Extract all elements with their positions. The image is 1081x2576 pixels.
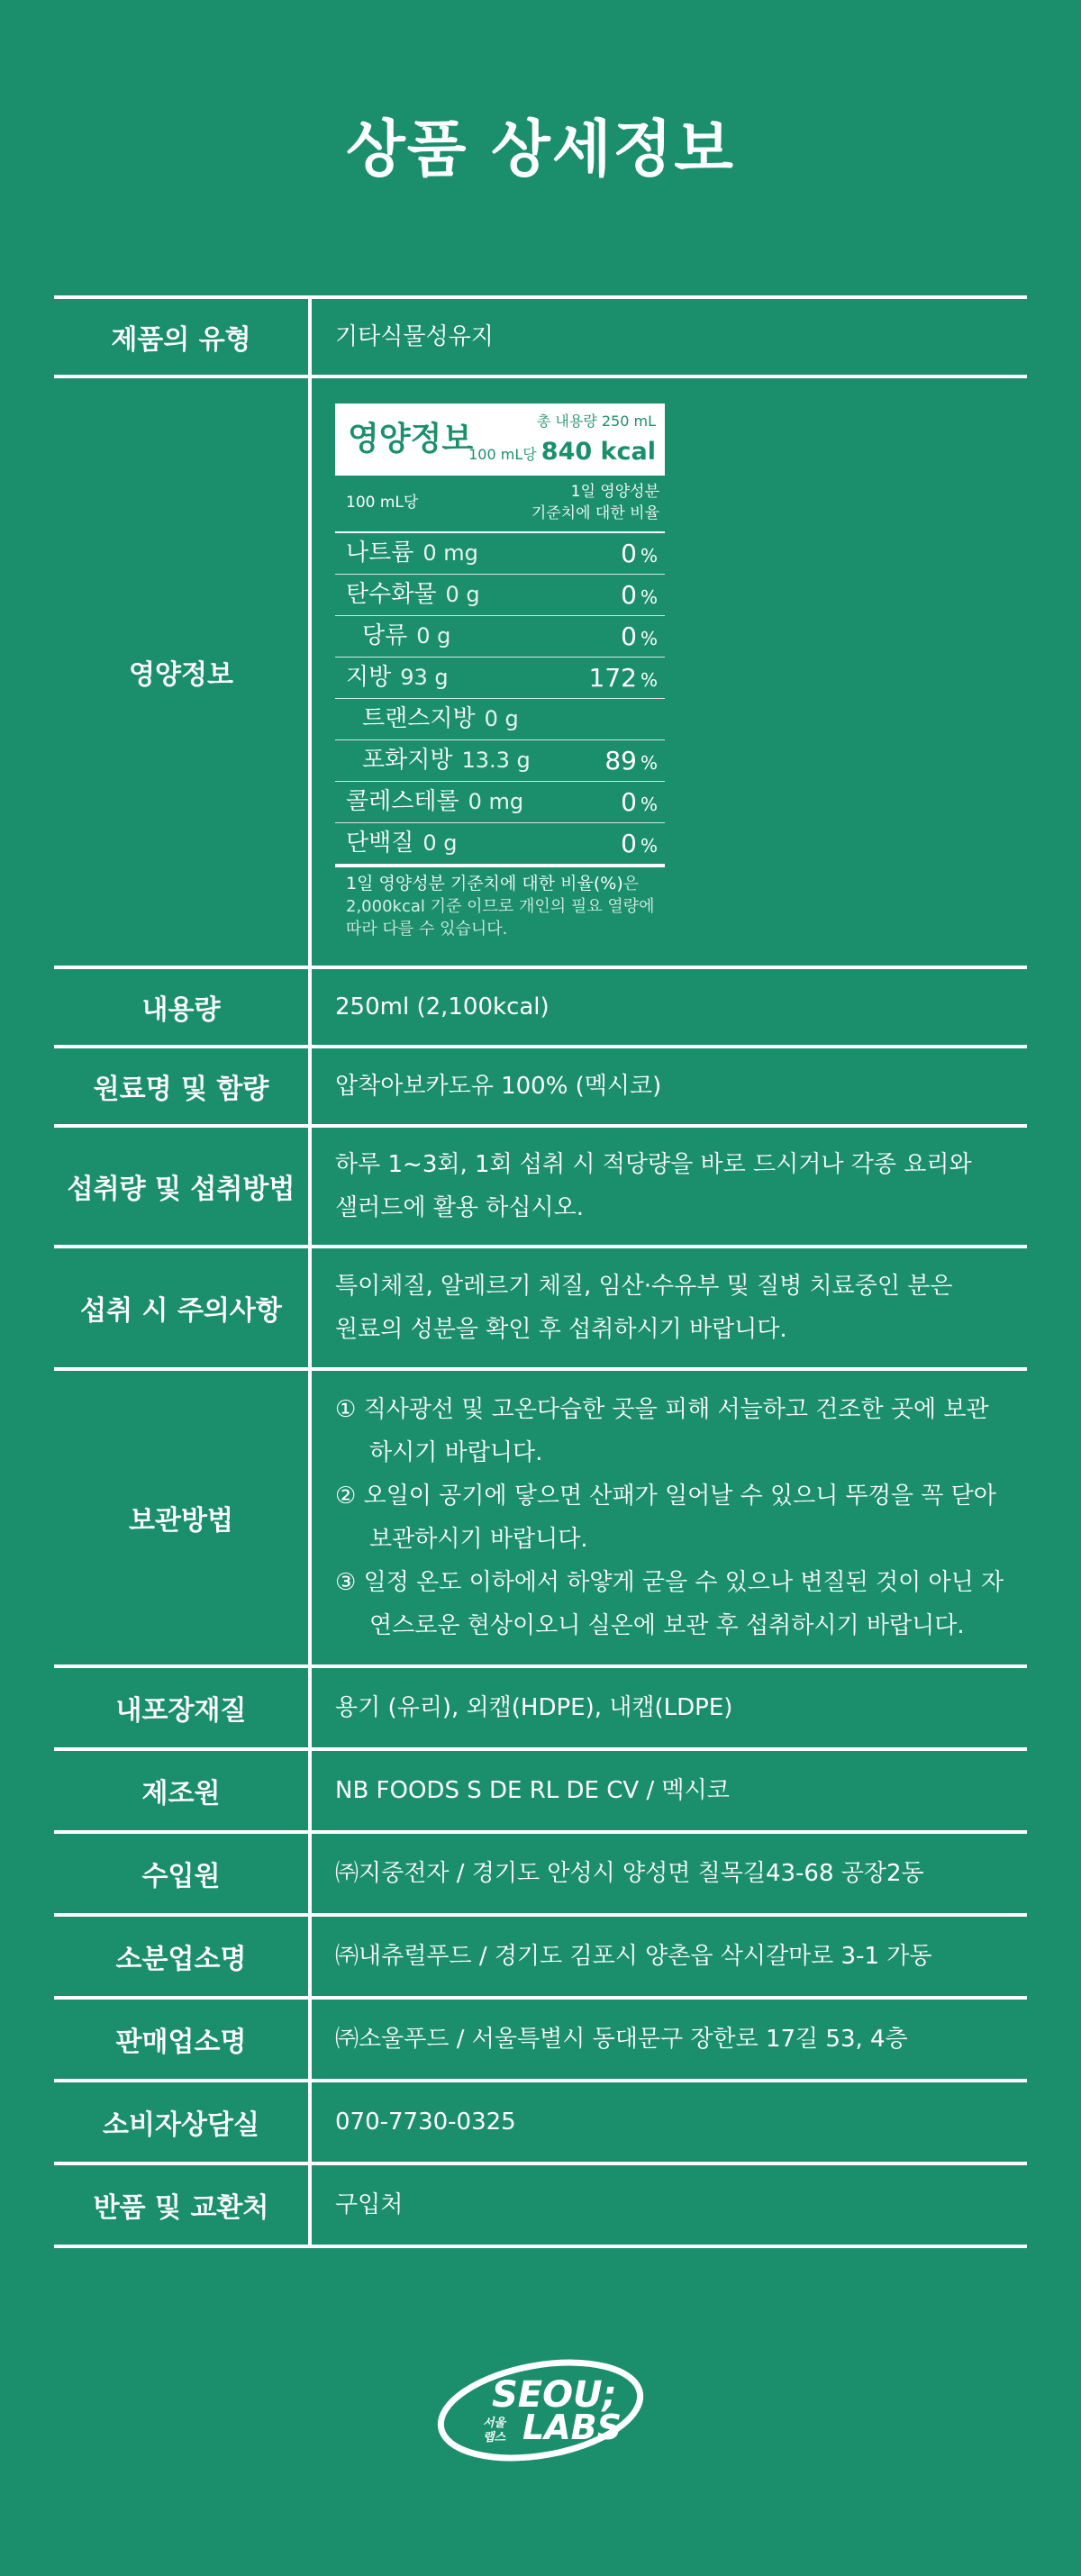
- row-value-ingredients: 압착아보카도유 100% (멕시코): [335, 1073, 662, 1100]
- nutrition-label-header: [335, 404, 665, 476]
- row-value-packaging: 용기 (유리), 외캡(HDPE), 내캡(LDPE): [335, 1694, 733, 1721]
- row-label-repackager: 소분업소명: [54, 1915, 310, 1998]
- nutrition-col-left: 100 mL당: [346, 494, 419, 512]
- row-label-consumer-center: 소비자상담실: [54, 2081, 310, 2163]
- table-row: [54, 1998, 1027, 2081]
- nutrition-cell: [310, 376, 1027, 967]
- product-info-table: [54, 295, 1027, 2248]
- table-row: [54, 967, 1027, 1047]
- storage-item: ② 오일이 공기에 닿으면 산패가 일어날 수 있으니 뚜껑을 꼭 닫아 보관하시기 바랍니다.: [335, 1483, 996, 1553]
- page-title: 상품 상세정보: [346, 114, 735, 186]
- row-label-volume: 내용량: [54, 967, 310, 1047]
- table-row: [54, 1915, 1027, 1998]
- row-value-consumer-center: 070-7730-0325: [335, 2109, 516, 2136]
- row-label-ingredients: 원료명 및 함량: [54, 1047, 310, 1126]
- table-row: [54, 1126, 1027, 1247]
- nutrition-per-serving: 100 mL당 840 kcal: [468, 438, 656, 466]
- row-label-returns: 반품 및 교환처: [54, 2163, 310, 2246]
- logo-line2: LABS: [522, 2408, 622, 2447]
- table-row: [54, 1749, 1027, 1832]
- nutrition-total-volume: 총 내용량 250 mL: [536, 413, 656, 430]
- row-label-caution: 섭취 시 주의사항: [54, 1247, 310, 1369]
- logo-small2: 랩스: [483, 2431, 506, 2444]
- row-value-storage: [310, 1369, 1027, 1666]
- row-label-packaging: 내포장재질: [54, 1666, 310, 1749]
- table-row: [54, 1247, 1027, 1369]
- nutrition-column-header: [335, 476, 665, 533]
- row-label-storage: 보관방법: [54, 1369, 310, 1666]
- nutrition-row: 나트륨 0 mg 0 %: [335, 533, 665, 575]
- storage-item: ① 직사광선 및 고온다습한 곳을 피해 서늘하고 건조한 곳에 보관하시기 바랍니다.: [335, 1396, 989, 1466]
- row-value-intake: 하루 1~3회, 1회 섭취 시 적당량을 바로 드시거나 각종 요리와 샐러드에 활용 하십시오.: [335, 1151, 972, 1221]
- row-value-product-type: 기타식물성유지: [335, 323, 494, 350]
- nutrition-col-right: 1일 영양성분 기준치에 대한 비율: [531, 483, 659, 522]
- nutrition-row: 탄수화물 0 g 0 %: [335, 575, 665, 616]
- nutrition-kcal: 840 kcal: [540, 438, 656, 466]
- row-value-volume: 250ml (2,100kcal): [335, 993, 550, 1020]
- nutrition-row: 트랜스지방 0 g: [335, 699, 665, 740]
- nutrition-footnote: 1일 영양성분 기준치에 대한 비율(%)은 2,000kcal 기준 이므로 개인의 필요 열량에 따라 다를 수 있습니다.: [346, 874, 655, 939]
- table-row: [54, 1047, 1027, 1126]
- row-label-importer: 수입원: [54, 1832, 310, 1915]
- table-row: [54, 2163, 1027, 2246]
- nutrition-row: 지방 93 g 172 %: [335, 658, 665, 699]
- row-value-importer: ㈜지중전자 / 경기도 안성시 양성면 칠목길43-68 공장2동: [335, 1860, 924, 1887]
- table-row: [54, 1832, 1027, 1915]
- logo-mark: [432, 2356, 649, 2464]
- nutrition-label: [335, 404, 665, 940]
- nutrition-row: 포화지방 13.3 g 89 %: [335, 740, 665, 782]
- nutrition-row: 콜레스테롤 0 mg 0 %: [335, 782, 665, 823]
- row-label-nutrition: 영양정보: [54, 376, 310, 967]
- nutrition-row: 단백질 0 g 0 %: [335, 823, 665, 867]
- seoul-labs-logo: [432, 2356, 649, 2464]
- table-row: [54, 297, 1027, 376]
- row-value-seller: ㈜소울푸드 / 서울특별시 동대문구 장한로 17길 53, 4층: [335, 2026, 908, 2053]
- row-value-manufacturer: NB FOODS S DE RL DE CV / 멕시코: [335, 1777, 730, 1804]
- row-value-returns: 구입처: [335, 2191, 404, 2218]
- row-label-product-type: 제품의 유형: [54, 297, 310, 376]
- storage-item: ③ 일정 온도 이하에서 하얗게 굳을 수 있으나 변질된 것이 아닌 자연스로운 현상이오니 실온에 보관 후 섭취하시기 바랍니다.: [335, 1569, 1004, 1639]
- logo-line1: SEOU;: [492, 2374, 617, 2416]
- logo-small1: 서울: [483, 2417, 506, 2430]
- table-row: [54, 1666, 1027, 1749]
- table-row: [54, 1369, 1027, 1666]
- table-row: [54, 2081, 1027, 2163]
- nutrition-label-title: 영양정보: [348, 421, 474, 458]
- row-label-seller: 판매업소명: [54, 1998, 310, 2081]
- row-value-caution: 특이체질, 알레르기 체질, 임산·수유부 및 질병 치료중인 분은 원료의 성분을 확인 후 섭취하시기 바랍니다.: [335, 1273, 953, 1343]
- table-row: [54, 376, 1027, 967]
- row-value-repackager: ㈜내츄럴푸드 / 경기도 김포시 양촌읍 삭시갈마로 3-1 가동: [335, 1943, 932, 1970]
- row-label-manufacturer: 제조원: [54, 1749, 310, 1832]
- nutrition-row: 당류 0 g 0 %: [335, 616, 665, 658]
- row-label-intake: 섭취량 및 섭취방법: [54, 1126, 310, 1247]
